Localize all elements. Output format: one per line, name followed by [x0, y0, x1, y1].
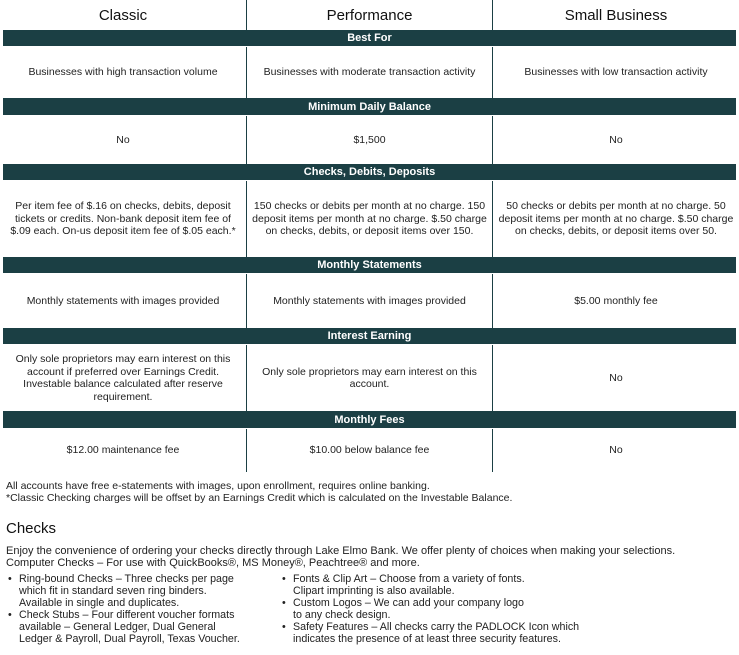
table-cell: No: [492, 116, 739, 164]
table-cell: $12.00 maintenance fee: [66, 444, 180, 457]
column-header-performance: Performance: [246, 0, 492, 30]
column-header-classic: Classic: [98, 6, 148, 24]
footnote-estatements: All accounts have free e-statements with images, upon enrollment, requires online banking.: [6, 480, 430, 492]
table-cell: $5.00 monthly fee: [492, 274, 739, 328]
table-row: [0, 274, 739, 328]
table-cell: No: [492, 345, 739, 411]
bullet-icon: •: [282, 621, 286, 633]
table-cell: Only sole proprietors may earn interest on this account.: [246, 345, 492, 411]
table-row: [0, 429, 739, 472]
list-item: • Safety Features – All checks carry the PADLOCK Icon which indicates the presence of at least three security features.: [282, 621, 580, 645]
table-cell: Only sole proprietors may earn interest on this account if preferred over Earnings Credit. Investable balance calculated after reserve requirement.: [15, 353, 231, 403]
bullet-icon: •: [8, 573, 12, 585]
section-band: Checks, Debits, Deposits: [3, 164, 736, 180]
table-row: [0, 116, 739, 164]
checks-right-list: [280, 573, 579, 645]
table-cell: No: [492, 429, 739, 472]
list-item: • Fonts & Clip Art – Choose from a variety of fonts. Clipart imprinting is also available.: [282, 573, 525, 597]
column-header-small-business: Small Business: [492, 0, 739, 30]
table-row: [0, 345, 739, 411]
table-cell: 150 checks or debits per month at no charge. 150 deposit items per month at no charge. $.50 charge on checks, debits, or deposit items over 150.: [246, 181, 492, 257]
section-band: Minimum Daily Balance: [3, 98, 736, 115]
table-cell: Businesses with low transaction activity: [492, 47, 739, 98]
section-band: Monthly Fees: [3, 411, 736, 428]
section-band: Monthly Statements: [3, 257, 736, 273]
section-band: Best For: [3, 30, 736, 46]
bullet-icon: •: [282, 597, 286, 609]
table-cell: Businesses with high transaction volume: [28, 66, 218, 79]
bullet-icon: •: [282, 573, 286, 585]
table-row: [0, 47, 739, 98]
checks-computer-checks: Computer Checks – For use with QuickBooks®, MS Money®, Peachtree® and more.: [6, 557, 420, 569]
checks-left-list: [6, 573, 240, 645]
list-item: • Custom Logos – We can add your company logo to any check design.: [282, 597, 524, 621]
table-row: [0, 181, 739, 257]
table-header-row: [0, 0, 739, 30]
table-cell: No: [116, 133, 130, 146]
table-cell: 50 checks or debits per month at no charge. 50 deposit items per month at no charge. $.50 charge on checks, debits, or deposit items over 50.: [492, 181, 739, 257]
footnote-earnings-credit: *Classic Checking charges will be offset by an Earnings Credit which is calculated on the Investable Balance.: [6, 492, 513, 504]
table-cell: Monthly statements with images provided: [246, 274, 492, 328]
list-item: • Ring-bound Checks – Three checks per page which fit in standard seven ring binders. Available in single and duplicates.: [8, 573, 234, 609]
table-cell: Monthly statements with images provided: [26, 294, 220, 307]
table-cell: Businesses with moderate transaction activity: [246, 47, 492, 98]
table-cell: Per item fee of $.16 on checks, debits, deposit tickets or credits. Non-bank deposit item fee of $.09 each. On-us deposit item fee of $.05 each.*: [10, 200, 236, 238]
section-band: Interest Earning: [3, 328, 736, 344]
list-item: • Check Stubs – Four different voucher formats available – General Ledger, Dual General Ledger & Payroll, Dual Payroll, Texas Voucher.: [8, 609, 240, 645]
checks-intro: Enjoy the convenience of ordering your checks directly through Lake Elmo Bank. We offer plenty of choices when making your selections.: [6, 545, 676, 557]
table-cell: $1,500: [246, 116, 492, 164]
table-cell: $10.00 below balance fee: [246, 429, 492, 472]
bullet-icon: •: [8, 609, 12, 621]
checks-heading: Checks: [6, 520, 57, 537]
